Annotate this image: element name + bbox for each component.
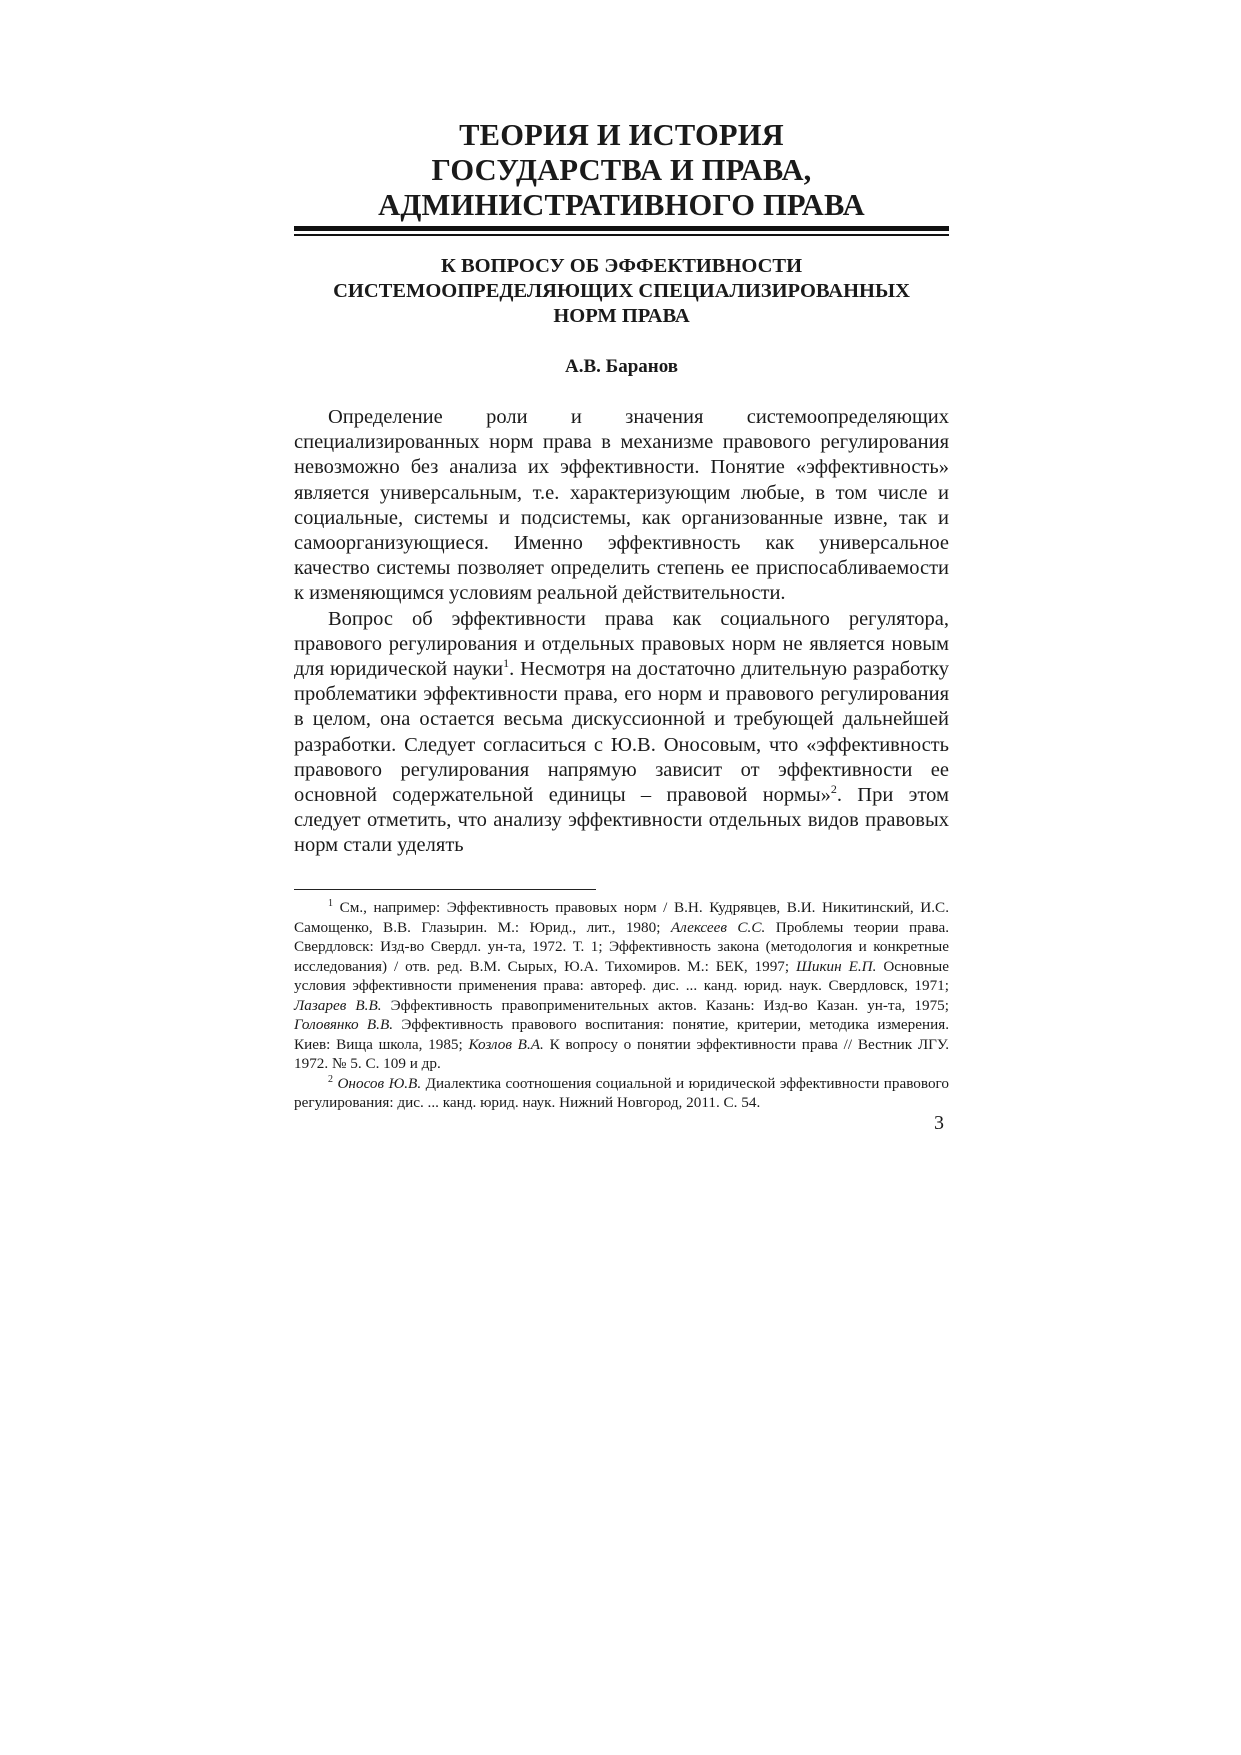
footnote-2 [294, 1074, 949, 1113]
section-header-line-3: АДМИНИСТРАТИВНОГО ПРАВА [378, 188, 865, 222]
paragraph-2-part-a: Вопрос об эффективности права как социального регулятора, правового регулирования и отдельных правовых норм не является новым для юридической науки [294, 607, 949, 681]
footnote-1-author-1: Алексеев С.С. [670, 918, 766, 936]
footnote-1-author-2: Шикин Е.П. [796, 957, 877, 975]
header-rule-thin [294, 234, 949, 236]
article-title-line-2: СИСТЕМООПРЕДЕЛЯЮЩИХ СПЕЦИАЛИЗИРОВАННЫХ [333, 280, 910, 302]
footnote-1-text-d: Эффективность правоприменительных актов. Казань: Изд-во Казан. ун-та, 1975; [381, 996, 949, 1014]
section-header [294, 118, 949, 223]
footnote-1-text-c: Основные условия эффективности применения права: автореф. дис. ... канд. юрид. наук. Свердловск, 1971; [294, 957, 949, 994]
section-header-line-1: ТЕОРИЯ И ИСТОРИЯ [459, 118, 784, 152]
author-name: А.В. Баранов [564, 356, 678, 377]
page-number: 3 [934, 1112, 944, 1134]
footnote-1-author-4: Головянко В.В. [294, 1016, 394, 1033]
article-body [294, 405, 949, 859]
footnote-2-text: Диалектика соотношения социальной и юридической эффективности правового регулирования: дис. ... канд. юрид. наук. Нижний Новгород, 2011. С. 54. [294, 1074, 950, 1111]
footnote-ref-2[interactable]: 2 [830, 782, 837, 797]
section-header-line-2: ГОСУДАРСТВА И ПРАВА, [431, 153, 812, 187]
footnote-1-text-b: Проблемы теории права. Свердловск: Изд-во Свердл. ун-та, 1972. Т. 1; Эффективность закона (методология и конкретные исследования) / отв. ред. В.М. Сырых, Ю.А. Тихомиров. М.: БЕК, 1997; [294, 918, 950, 975]
paragraph-2 [294, 607, 949, 859]
paragraph-1: Определение роли и значения системоопределяющих специализированных норм права в механизме правового регулирования невозможно без анализа их эффективности. Понятие «эффективность» является универсальным, т.е. характеризующим любые, в том числе и социальные, системы и подсистемы, как организованные извне, так и самоорганизующиеся. Именно эффективность как универсальное качество системы позволяет определить степень ее приспосабливаемости к изменяющимся условиям реальной действительности. [294, 406, 949, 605]
footnotes [294, 898, 949, 1113]
footnote-1-author-5: Козлов В.А. [468, 1035, 544, 1053]
footnote-2-author: Оносов Ю.В. [337, 1074, 422, 1092]
header-rule-thick [294, 226, 949, 231]
footnote-1-text-e: Эффективность правового воспитания: понятие, критерии, методика измерения. Киев: Вища школа, 1985; [294, 1016, 949, 1053]
paragraph-2-part-c: . При этом следует отметить, что анализу эффективности отдельных видов правовых норм стали уделять [294, 784, 949, 857]
footnote-1-author-3: Лазарев В.В. [294, 996, 382, 1014]
footnote-1-mark: 1 [328, 897, 333, 909]
footnote-ref-1[interactable]: 1 [503, 656, 510, 671]
footnote-2-mark: 2 [328, 1073, 333, 1085]
article-title-line-3: НОРМ ПРАВА [553, 305, 690, 327]
footnote-separator [294, 889, 596, 890]
footnote-1 [294, 898, 949, 1074]
article-title-line-1: К ВОПРОСУ ОБ ЭФФЕКТИВНОСТИ [440, 255, 803, 277]
footnote-1-text-a: См., например: Эффективность правовых норм / В.Н. Кудрявцев, В.И. Никитинский, И.С. Самощенко, В.В. Глазырин. М.: Юрид., лит., 1980; [294, 899, 949, 936]
footnote-1-text-f: К вопросу о понятии эффективности права // Вестник ЛГУ. 1972. № 5. С. 109 и др. [294, 1035, 949, 1072]
article-title [294, 254, 949, 329]
paragraph-2-part-b: . Несмотря на достаточно длительную разработку проблематики эффективности права, его норм и правового регулирования в целом, она остается весьма дискуссионной и требующей дальнейшей разработки. Следует согласиться с Ю.В. Оносовым, что «эффективность правового регулирования напрямую зависит от эффективности ее основной содержательной единицы – правовой нормы» [294, 658, 949, 807]
